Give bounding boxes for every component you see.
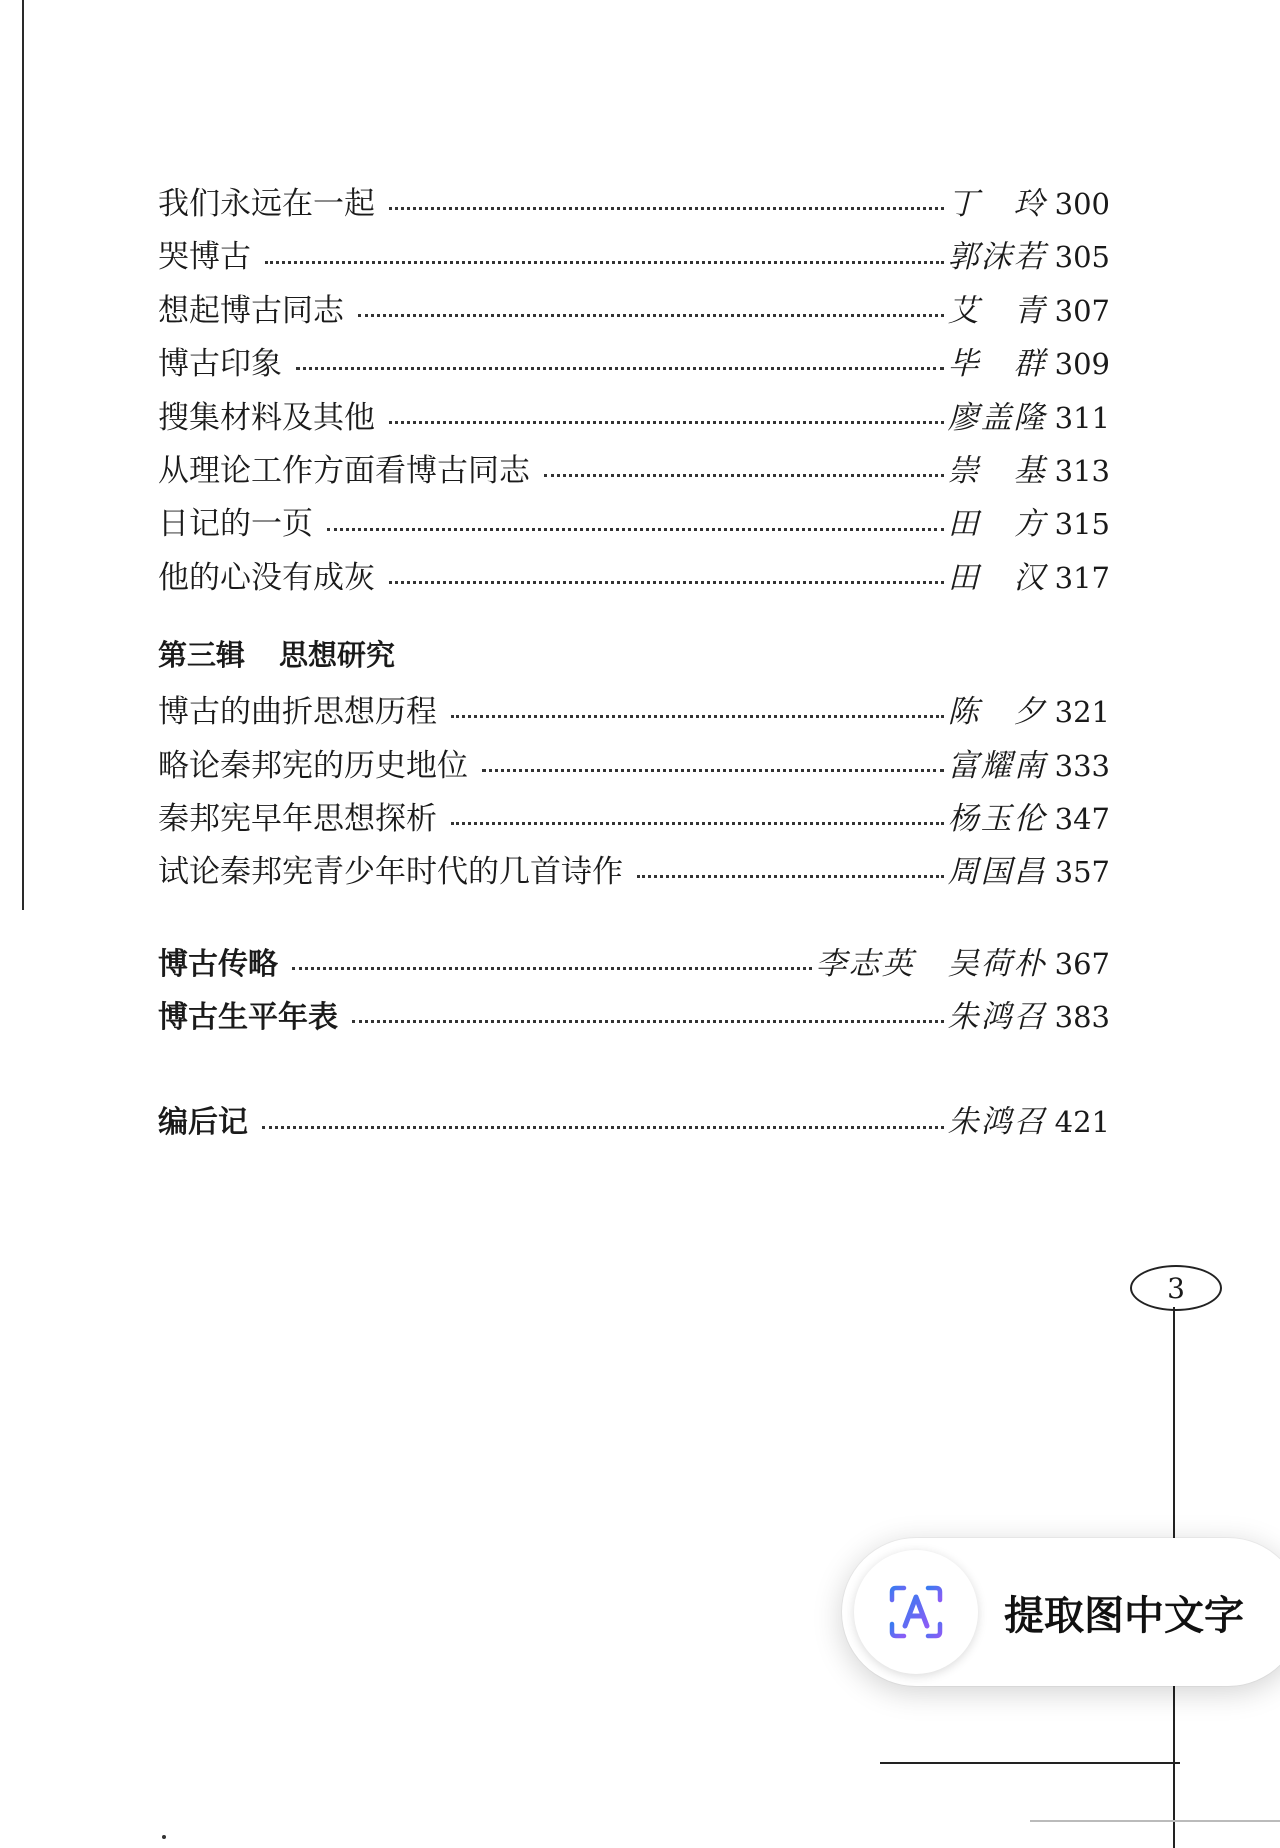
toc-entry-author: 杨玉伦 xyxy=(947,800,1047,837)
toc-entry-page: 357 xyxy=(1054,855,1110,890)
table-of-contents xyxy=(158,178,1110,1150)
toc-entry-title: 从理论工作方面看博古同志 xyxy=(158,452,530,489)
toc-leader-dots xyxy=(389,207,944,210)
toc-entry-title: 博古的曲折思想历程 xyxy=(158,694,437,731)
section-label: 第三辑 xyxy=(158,638,246,673)
toc-entry-author: 毕 群 xyxy=(947,346,1047,383)
page-left-edge xyxy=(22,0,24,910)
toc-entry-author: 崇 基 xyxy=(947,452,1047,489)
toc-entry-page: 317 xyxy=(1054,560,1110,595)
toc-entry-author: 艾 青 xyxy=(947,292,1047,329)
toc-entry-author: 富耀南 xyxy=(947,747,1047,784)
toc-entry-author: 朱鸿召 xyxy=(947,999,1047,1036)
toc-leader-dots xyxy=(327,528,944,531)
toc-entry-title: 略论秦邦宪的历史地位 xyxy=(158,747,468,784)
toc-entry xyxy=(158,686,1110,739)
toc-entry-page: 333 xyxy=(1054,748,1110,783)
toc-leader-dots xyxy=(296,367,944,370)
toc-entry xyxy=(158,178,1110,231)
toc-entry-page: 321 xyxy=(1054,695,1110,730)
toc-entry-page: 347 xyxy=(1054,801,1110,836)
toc-leader-dots xyxy=(389,421,944,424)
toc-entry xyxy=(158,846,1110,899)
toc-entry-title: 博古传略 xyxy=(158,946,278,982)
toc-entry-author: 陈 夕 xyxy=(947,694,1047,731)
extract-text-label: 提取图中文字 xyxy=(1004,1592,1244,1639)
toc-entry xyxy=(158,285,1110,338)
toc-entry-page: 300 xyxy=(1054,187,1110,221)
toc-entry-title: 博古印象 xyxy=(158,346,282,383)
ocr-icon-circle[interactable] xyxy=(854,1550,978,1674)
toc-entry-author: 廖盖隆 xyxy=(947,399,1047,436)
toc-entry xyxy=(158,991,1110,1044)
text-scan-icon xyxy=(886,1582,946,1642)
section-heading xyxy=(158,633,1110,686)
extract-text-button[interactable] xyxy=(842,1538,1280,1686)
toc-entry-page: 311 xyxy=(1054,400,1110,435)
toc-leader-dots xyxy=(544,474,944,477)
toc-entry-author: 朱鸿召 xyxy=(947,1104,1047,1141)
toc-entry-title: 编后记 xyxy=(158,1105,248,1141)
page-number-badge xyxy=(1130,1265,1222,1311)
section-name: 思想研究 xyxy=(279,638,396,673)
toc-leader-dots xyxy=(358,314,944,317)
toc-leader-dots xyxy=(262,1126,944,1129)
toc-entry xyxy=(158,1096,1110,1149)
toc-leader-dots xyxy=(482,769,944,772)
toc-entry xyxy=(158,338,1110,391)
toc-leader-dots xyxy=(292,967,812,970)
toc-entry-title: 日记的一页 xyxy=(158,506,313,543)
toc-entry-page: 305 xyxy=(1054,240,1110,275)
toc-entry-page: 421 xyxy=(1054,1105,1110,1140)
toc-entry xyxy=(158,938,1110,991)
toc-entry-title: 我们永远在一起 xyxy=(158,186,375,222)
toc-entry-page: 313 xyxy=(1054,453,1110,488)
toc-leader-dots xyxy=(389,581,944,584)
toc-entry-author: 丁 玲 xyxy=(947,186,1047,222)
toc-entry xyxy=(158,392,1110,445)
toc-entry xyxy=(158,231,1110,284)
toc-entry-title: 秦邦宪早年思想探析 xyxy=(158,800,437,837)
bottom-rule-faint xyxy=(1030,1820,1280,1822)
toc-entry xyxy=(158,740,1110,793)
toc-entry xyxy=(158,445,1110,498)
toc-leader-dots xyxy=(451,822,944,825)
toc-entry-page: 307 xyxy=(1054,293,1110,328)
toc-entry-title: 想起博古同志 xyxy=(158,292,344,329)
toc-entry-author: 田 方 xyxy=(947,506,1047,543)
toc-entry xyxy=(158,498,1110,551)
toc-entry-page: 367 xyxy=(1054,946,1110,981)
toc-leader-dots xyxy=(451,715,944,718)
toc-entry-page: 315 xyxy=(1054,507,1110,542)
bottom-rule xyxy=(880,1762,1180,1764)
toc-entry xyxy=(158,793,1110,846)
toc-entry-title: 他的心没有成灰 xyxy=(158,559,375,596)
toc-entry-title: 哭博古 xyxy=(158,239,251,276)
toc-entry-author: 李志英 吴荷朴 xyxy=(815,945,1047,982)
toc-entry-page: 309 xyxy=(1054,347,1110,382)
toc-entry-title: 试论秦邦宪青少年时代的几首诗作 xyxy=(158,854,623,891)
scan-speck xyxy=(162,1835,166,1839)
toc-entry-author: 周国昌 xyxy=(947,854,1047,891)
toc-entry-title: 搜集材料及其他 xyxy=(158,399,375,436)
toc-entry xyxy=(158,552,1110,605)
toc-entry-author: 郭沫若 xyxy=(947,239,1047,276)
toc-entry-page: 383 xyxy=(1054,1000,1110,1035)
toc-entry-author: 田 汉 xyxy=(947,559,1047,596)
toc-leader-dots xyxy=(637,875,944,878)
page-number: 3 xyxy=(1167,1271,1185,1305)
toc-leader-dots xyxy=(352,1020,944,1023)
toc-leader-dots xyxy=(265,261,944,264)
toc-entry-title: 博古生平年表 xyxy=(158,1000,338,1036)
